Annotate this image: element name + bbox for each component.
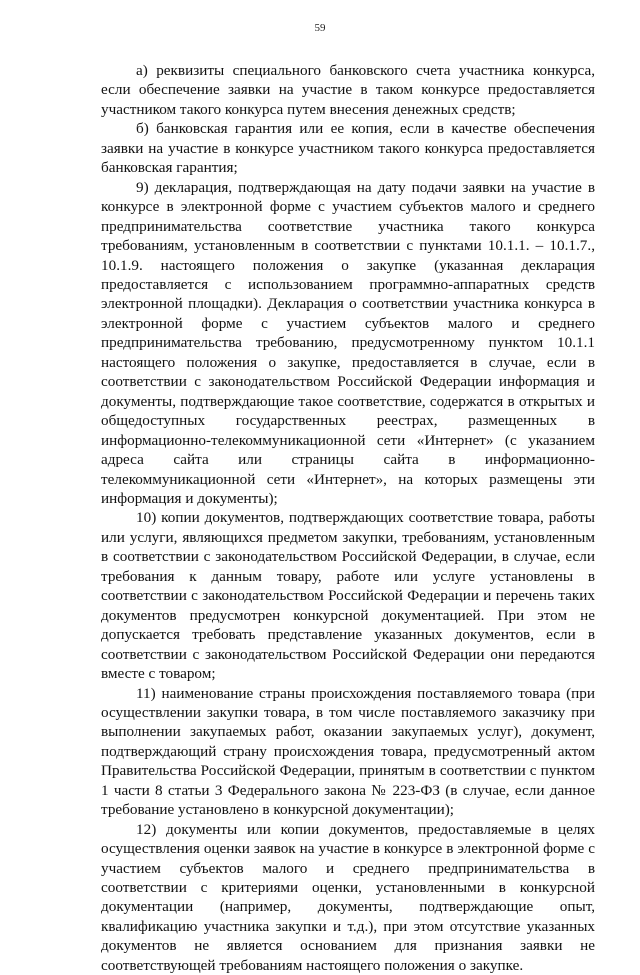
paragraph-item-10: 10) копии документов, подтверждающих соответствие товара, работы или услуги, являющихся предметом закупки, требованиям, установленным в соответствии с законодательством Российской Федерации, в случае, если требования к данным товару, работе или услуге установлены в соответствии с законодательством Российской Федерации и перечень таких документов предусмотрен конкурсной документацией. При этом не допускается требовать представление указанных документов, если в соответствии с законодательством Российской Федерации они передаются вместе с товаром; [101, 509, 595, 683]
paragraph-item-11: 11) наименование страны происхождения поставляемого товара (при осуществлении закупки товара, в том числе поставляемого заказчику при выполнении закупаемых работ, оказании закупаемых услуг), документ, подтверждающий страну происхождения товара, предусмотренный актом Правительства Российской Федерации, принятым в соответствии с пунктом 1 части 8 статьи 3 Федерального закона № 223-ФЗ (в случае, если данное требование установлено в конкурсной документации); [101, 684, 595, 819]
paragraph-item-b: б) банковская гарантия или ее копия, если в качестве обеспечения заявки на участие в конкурсе участником такого конкурса предоставляется банковская гарантия; [101, 120, 595, 177]
document-body [101, 61, 595, 975]
paragraph-item-12: 12) документы или копии документов, предоставляемые в целях осуществления оценки заявок на участие в конкурсе в электронной форме с участием субъектов малого и среднего предпринимательства в соответствии с критериями оценки, установленными в конкурсной документации (например, документы, подтверждающие опыт, квалификацию участника закупки и т.д.), при этом отсутствие указанных документов не является основанием для признания заявки не соответствующей требованиям настоящего положения о закупке. [101, 820, 595, 974]
paragraph-item-9: 9) декларация, подтверждающая на дату подачи заявки на участие в конкурсе в электронной форме с участием субъектов малого и среднего предпринимательства соответствие участника такого конкурса требованиям, установленным в соответствии с пунктами 10.1.1. – 10.1.7., 10.1.9. настоящего положения о закупке (указанная декларация предоставляется с использованием программно-аппаратных средств электронной площадки). Декларация о соответствии участника конкурса в электронной форме с участием субъектов малого и среднего предпринимательства требованию, предусмотренному пунктом 10.1.1 настоящего положения о закупке, предоставляется в случае, если в соответствии с законодательством Российской Федерации информация и документы, подтверждающие такое соответствие, содержатся в открытых и общедоступных государственных реестрах, размещенных в информационно-телекоммуникационной сети «Интернет» (с указанием адреса сайта или страницы сайта в информационно-телекоммуникационной сети «Интернет», на которых размещены эти информация и документы); [101, 178, 595, 507]
paragraph-item-a: а) реквизиты специального банковского счета участника конкурса, если обеспечение заявки на участие в таком конкурсе предоставляется участником такого конкурса путем внесения денежных средств; [101, 62, 595, 118]
page-number: 59 [314, 22, 326, 34]
